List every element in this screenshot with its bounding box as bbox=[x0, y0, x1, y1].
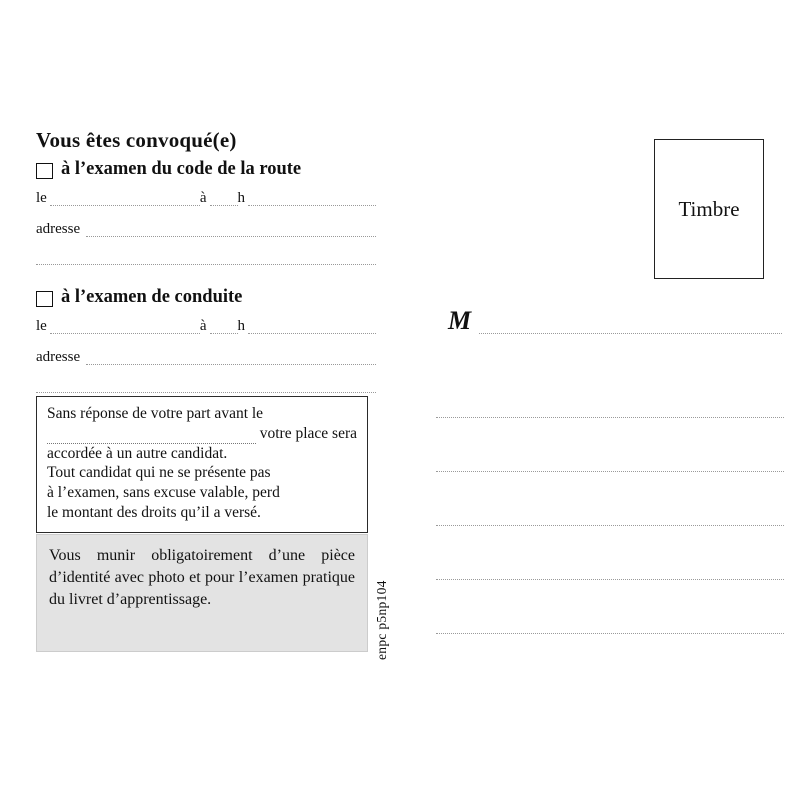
code-exam-date-input[interactable] bbox=[50, 192, 200, 206]
notice-line-6: le montant des droits qu’il a versé. bbox=[47, 504, 261, 522]
driving-exam-time-label: à bbox=[199, 318, 207, 334]
code-exam-hour-unit: h bbox=[237, 190, 245, 206]
recipient-address-line-1[interactable] bbox=[436, 364, 784, 418]
recipient-address-line-3[interactable] bbox=[436, 472, 784, 526]
recipient-prefix: M bbox=[448, 306, 472, 335]
driving-exam-hour-input[interactable] bbox=[210, 320, 238, 334]
exam-option-driving-label: à l’examen de conduite bbox=[61, 287, 243, 307]
left-column bbox=[36, 128, 376, 393]
driving-exam-minute-input[interactable] bbox=[248, 320, 376, 334]
recipient-address-line-5[interactable] bbox=[436, 580, 784, 634]
code-exam-address-row bbox=[36, 218, 376, 237]
code-exam-address-label: adresse bbox=[36, 221, 81, 237]
notice-line-3: accordée à un autre candidat. bbox=[47, 444, 228, 462]
notice-line-4: Tout candidat qui ne se présente pas bbox=[47, 464, 271, 482]
exam-option-driving[interactable] bbox=[36, 287, 376, 308]
code-exam-date-label: le bbox=[36, 190, 47, 206]
code-exam-address-input[interactable] bbox=[86, 223, 376, 237]
driving-exam-address-input-2[interactable] bbox=[36, 379, 376, 393]
notice-deadline-input[interactable] bbox=[47, 430, 256, 444]
checkbox-code-exam[interactable] bbox=[36, 163, 53, 179]
recipient-name-input[interactable] bbox=[479, 317, 782, 334]
checkbox-driving-exam[interactable] bbox=[36, 291, 53, 307]
page-title: Vous êtes convoqué(e) bbox=[36, 128, 237, 152]
recipient-address-lines bbox=[436, 364, 784, 634]
notice-line-5: à l’examen, sans excuse valable, perd bbox=[47, 484, 280, 502]
driving-exam-datetime-row bbox=[36, 315, 376, 334]
code-exam-minute-input[interactable] bbox=[248, 192, 376, 206]
notice-line-2-text: votre place sera bbox=[259, 424, 357, 442]
code-exam-time-label: à bbox=[199, 190, 207, 206]
recipient-address-line-2[interactable] bbox=[436, 418, 784, 472]
driving-exam-hour-unit: h bbox=[237, 318, 245, 334]
notice-box-documents: Vous munir obligatoirement d’une pièce d’identité avec photo et pour l’examen pratique du livret d’apprentissage. bbox=[36, 534, 368, 652]
code-exam-hour-input[interactable] bbox=[210, 192, 238, 206]
exam-option-code-label: à l’examen du code de la route bbox=[61, 159, 302, 179]
code-exam-datetime-row bbox=[36, 187, 376, 206]
recipient-address-line-4[interactable] bbox=[436, 526, 784, 580]
driving-exam-address-row bbox=[36, 346, 376, 365]
driving-exam-date-label: le bbox=[36, 318, 47, 334]
reference-code: enpc p5np104 bbox=[374, 580, 389, 660]
stamp-label: Timbre bbox=[678, 196, 740, 221]
notice-line-1: Sans réponse de votre part avant le bbox=[47, 405, 264, 422]
driving-exam-address-input[interactable] bbox=[86, 351, 376, 365]
driving-exam-address-label: adresse bbox=[36, 349, 81, 365]
code-exam-address-input-2[interactable] bbox=[36, 251, 376, 265]
notice-box-conditions bbox=[36, 396, 368, 533]
notice-line-2 bbox=[47, 424, 357, 444]
driving-exam-date-input[interactable] bbox=[50, 320, 200, 334]
stamp-box bbox=[654, 139, 764, 279]
recipient-name-row bbox=[448, 308, 782, 334]
exam-option-code[interactable] bbox=[36, 159, 376, 180]
